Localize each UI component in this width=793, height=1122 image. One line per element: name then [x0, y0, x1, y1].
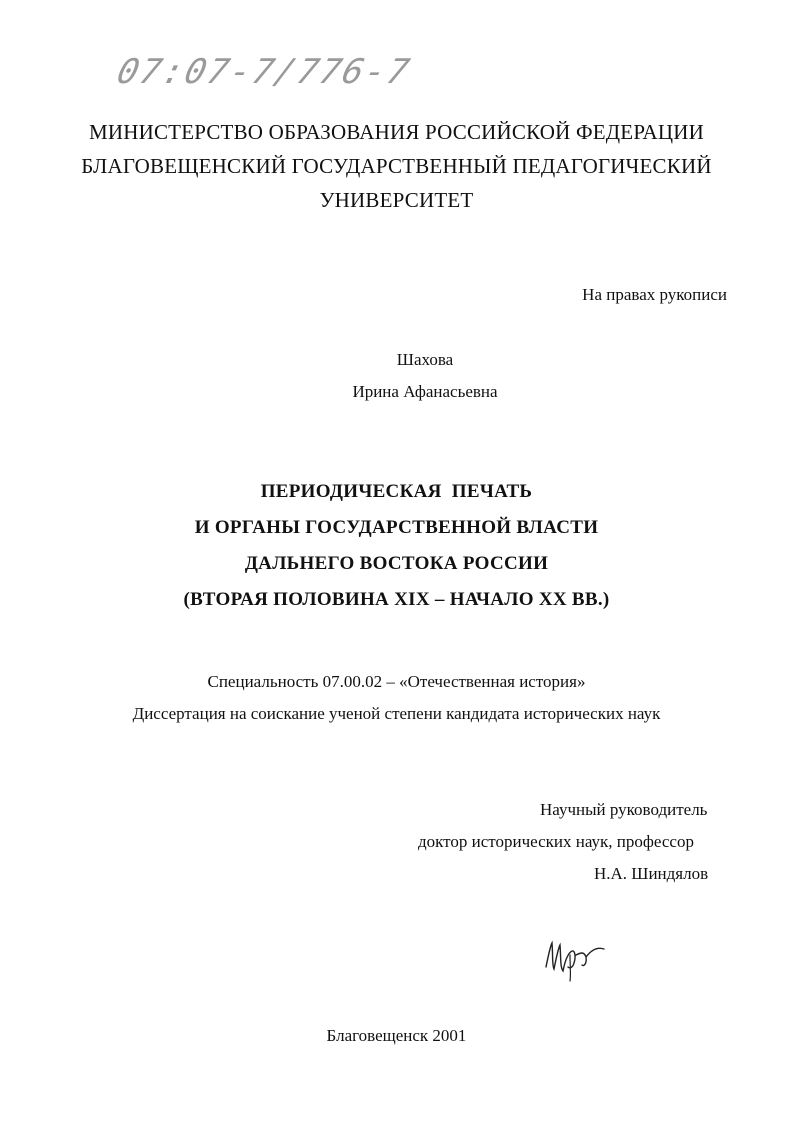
specialty-line: Специальность 07.00.02 – «Отечественная история»: [207, 672, 586, 691]
title-line-1: ПЕРИОДИЧЕСКАЯ ПЕЧАТЬ: [260, 481, 533, 502]
manuscript-note: На правах рукописи: [582, 285, 727, 304]
institution-line-1: МИНИСТЕРСТВО ОБРАЗОВАНИЯ РОССИЙСКОЙ ФЕДЕРАЦИИ: [88, 120, 704, 144]
supervisor-role: Научный руководитель: [540, 800, 708, 819]
signature: [540, 935, 610, 990]
supervisor-name: Н.А. Шиндялов: [594, 864, 709, 883]
archive-stamp-text: 07:07-7/776-7: [113, 52, 416, 92]
title-line-2: И ОРГАНЫ ГОСУДАРСТВЕННОЙ ВЛАСТИ: [194, 517, 599, 538]
archive-stamp: [113, 52, 438, 102]
signature-scribble: [540, 935, 610, 985]
author-given-names: Ирина Афанасьевна: [352, 382, 498, 401]
dissertation-title: [0, 474, 793, 618]
dissertation-line: Диссертация на соискание ученой степени кандидата исторических наук: [132, 704, 661, 723]
title-line-4: (ВТОРАЯ ПОЛОВИНА XIX – НАЧАЛО XX ВВ.): [183, 589, 610, 610]
supervisor-degree: доктор исторических наук, профессор: [418, 832, 694, 851]
title-line-3: ДАЛЬНЕГО ВОСТОКА РОССИИ: [244, 553, 549, 574]
institution-header: [0, 115, 793, 217]
author-surname: Шахова: [396, 350, 454, 369]
institution-line-3: УНИВЕРСИТЕТ: [319, 188, 474, 212]
place-year: Благовещенск 2001: [326, 1026, 467, 1045]
institution-line-2: БЛАГОВЕЩЕНСКИЙ ГОСУДАРСТВЕННЫЙ ПЕДАГОГИЧЕСКИЙ: [81, 154, 712, 178]
